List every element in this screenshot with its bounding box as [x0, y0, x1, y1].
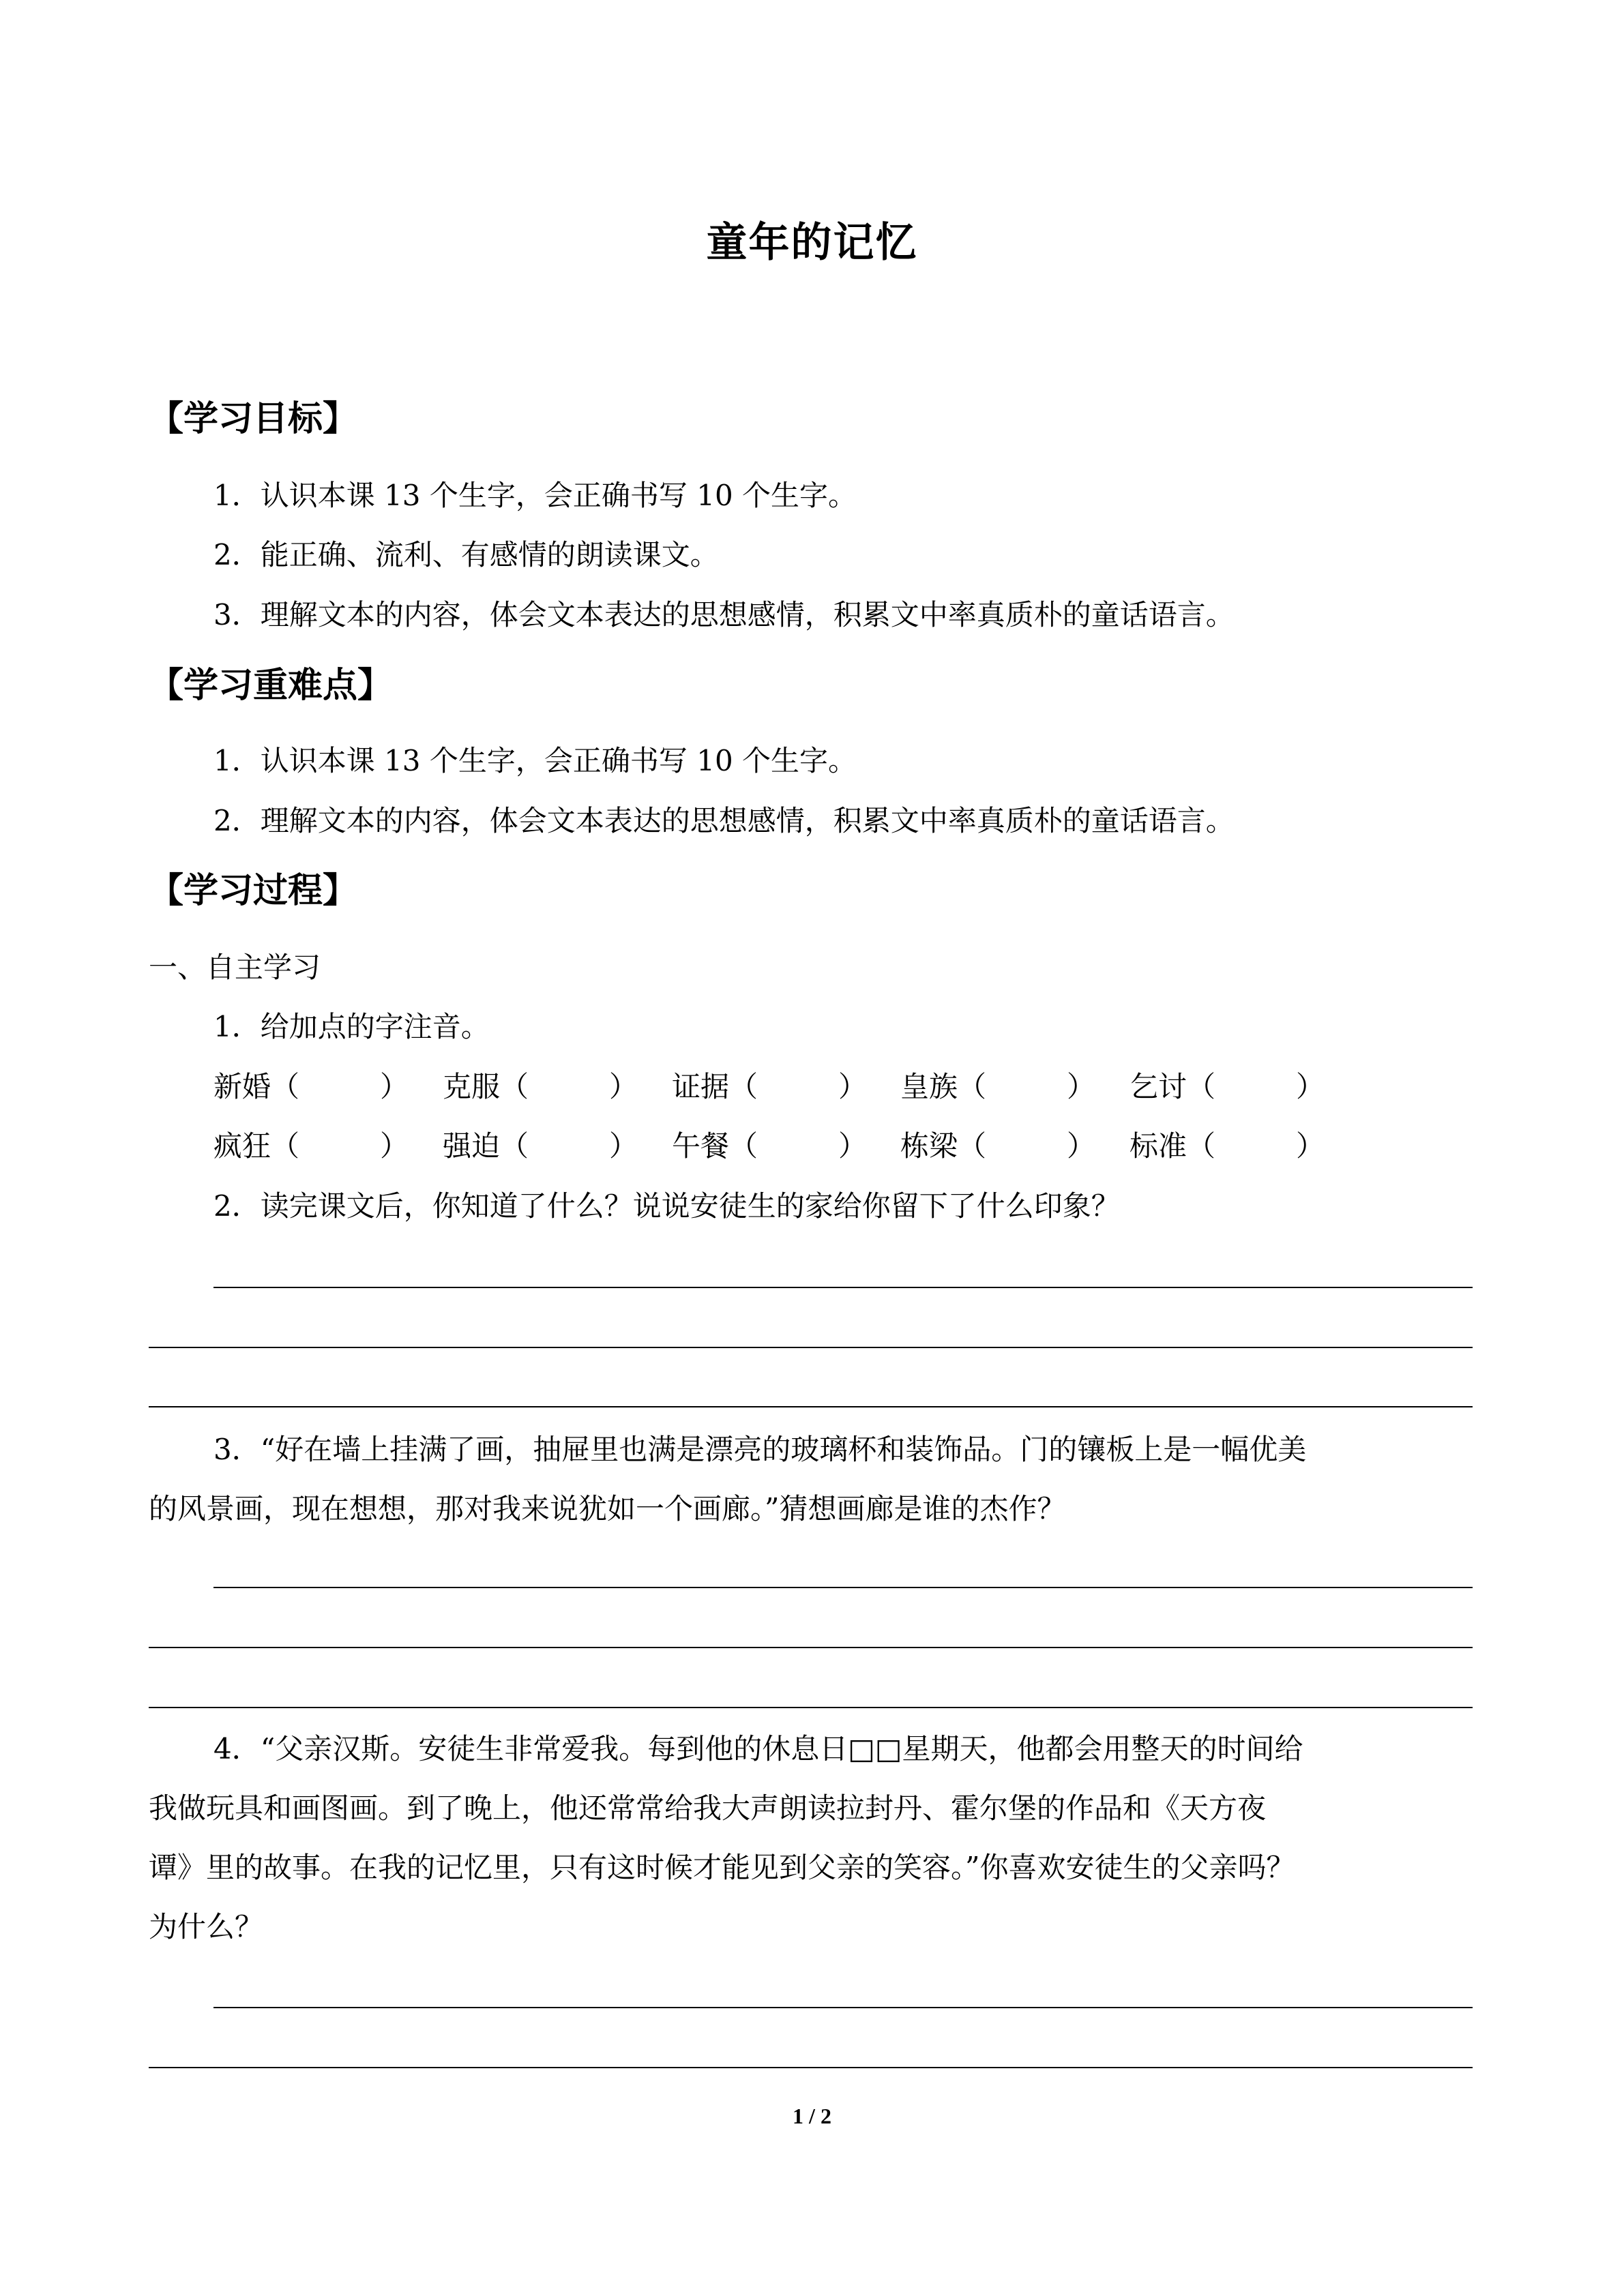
paren-close: ） [838, 1070, 868, 1103]
pinyin-item [1130, 1129, 1325, 1163]
paren-open: （ [500, 1070, 529, 1103]
paren-close: ） [380, 1070, 409, 1103]
answer-line[interactable] [149, 2067, 1473, 2068]
pinyin-item [900, 1070, 1096, 1103]
pinyin-word: 新婚 [213, 1070, 271, 1103]
question-2-prompt: 2．读完课文后，你知道了什么？说说安徒生的家给你留下了什么印象？ [213, 1189, 1120, 1223]
paren-open: （ [958, 1070, 987, 1103]
answer-line[interactable] [149, 1707, 1473, 1708]
page-number: 1 / 2 [793, 2104, 831, 2128]
key-point-item: 1．认识本课 13 个生字，会正确书写 10 个生字。 [213, 744, 857, 777]
question-3-line: 的风景画，现在想想，那对我来说犹如一个画廊。”猜想画廊是谁的杰作？ [149, 1492, 1066, 1525]
pinyin-item [213, 1129, 409, 1163]
question-3-line: 3．“好在墙上挂满了画，抽屉里也满是漂亮的玻璃杯和装饰品。门的镶板上是一幅优美 [213, 1433, 1307, 1466]
pinyin-item [1130, 1070, 1325, 1103]
page-title: 童年的记忆 [706, 219, 918, 267]
question-4-line: 4．“父亲汉斯。安徒生非常爱我。每到他的休息日□□星期天，他都会用整天的时间给 [213, 1732, 1303, 1765]
paren-close: ） [380, 1129, 409, 1163]
section-heading-key-points: 【学习重难点】 [149, 666, 393, 706]
answer-line[interactable] [213, 1587, 1473, 1588]
pinyin-item [672, 1070, 868, 1103]
section-heading-objectives: 【学习目标】 [149, 399, 358, 439]
pinyin-word: 强迫 [443, 1129, 501, 1163]
pinyin-item [443, 1129, 638, 1163]
part-label: 一、自主学习 [149, 951, 321, 984]
question-4-line: 谭》里的故事。在我的记忆里，只有这时候才能见到父亲的笑容。”你喜欢安徒生的父亲吗？ [149, 1851, 1295, 1884]
paren-close: ） [609, 1129, 638, 1163]
pinyin-word: 克服 [443, 1070, 501, 1103]
pinyin-item [213, 1070, 409, 1103]
question-4-line: 我做玩具和画图画。到了晚上，他还常常给我大声朗读拉封丹、霍尔堡的作品和《天方夜 [149, 1791, 1267, 1825]
paren-close: ） [1296, 1070, 1325, 1103]
paren-open: （ [271, 1070, 300, 1103]
answer-line[interactable] [149, 1347, 1473, 1348]
paren-open: （ [500, 1129, 529, 1163]
pinyin-item [443, 1070, 638, 1103]
paren-open: （ [1187, 1070, 1216, 1103]
pinyin-item [672, 1129, 868, 1163]
pinyin-word: 乞讨 [1130, 1070, 1187, 1103]
answer-line[interactable] [213, 1287, 1473, 1288]
paren-close: ） [1067, 1129, 1096, 1163]
pinyin-word: 栋梁 [900, 1129, 958, 1163]
pinyin-word: 证据 [672, 1070, 730, 1103]
paren-open: （ [729, 1070, 758, 1103]
answer-line[interactable] [213, 2007, 1473, 2008]
question-1-prompt: 1．给加点的字注音。 [213, 1010, 490, 1043]
answer-line[interactable] [149, 1406, 1473, 1407]
key-point-item: 2．理解文本的内容，体会文本表达的思想感情，积累文中率真质朴的童话语言。 [213, 804, 1235, 837]
section-heading-process: 【学习过程】 [149, 871, 358, 911]
question-4-line: 为什么？ [149, 1910, 264, 1943]
objective-item: 2．能正确、流利、有感情的朗读课文。 [213, 538, 719, 571]
objective-item: 3．理解文本的内容，体会文本表达的思想感情，积累文中率真质朴的童话语言。 [213, 598, 1235, 631]
pinyin-word: 皇族 [900, 1070, 958, 1103]
objective-item: 1．认识本课 13 个生字，会正确书写 10 个生字。 [213, 479, 857, 512]
paren-open: （ [1187, 1129, 1216, 1163]
answer-line[interactable] [149, 1647, 1473, 1648]
paren-open: （ [729, 1129, 758, 1163]
paren-open: （ [958, 1129, 987, 1163]
pinyin-item [900, 1129, 1096, 1163]
paren-close: ） [838, 1129, 868, 1163]
paren-open: （ [271, 1129, 300, 1163]
pinyin-word: 标准 [1130, 1129, 1187, 1163]
paren-close: ） [1296, 1129, 1325, 1163]
pinyin-word: 疯狂 [213, 1129, 271, 1163]
paren-close: ） [1067, 1070, 1096, 1103]
pinyin-word: 午餐 [672, 1129, 730, 1163]
paren-close: ） [609, 1070, 638, 1103]
